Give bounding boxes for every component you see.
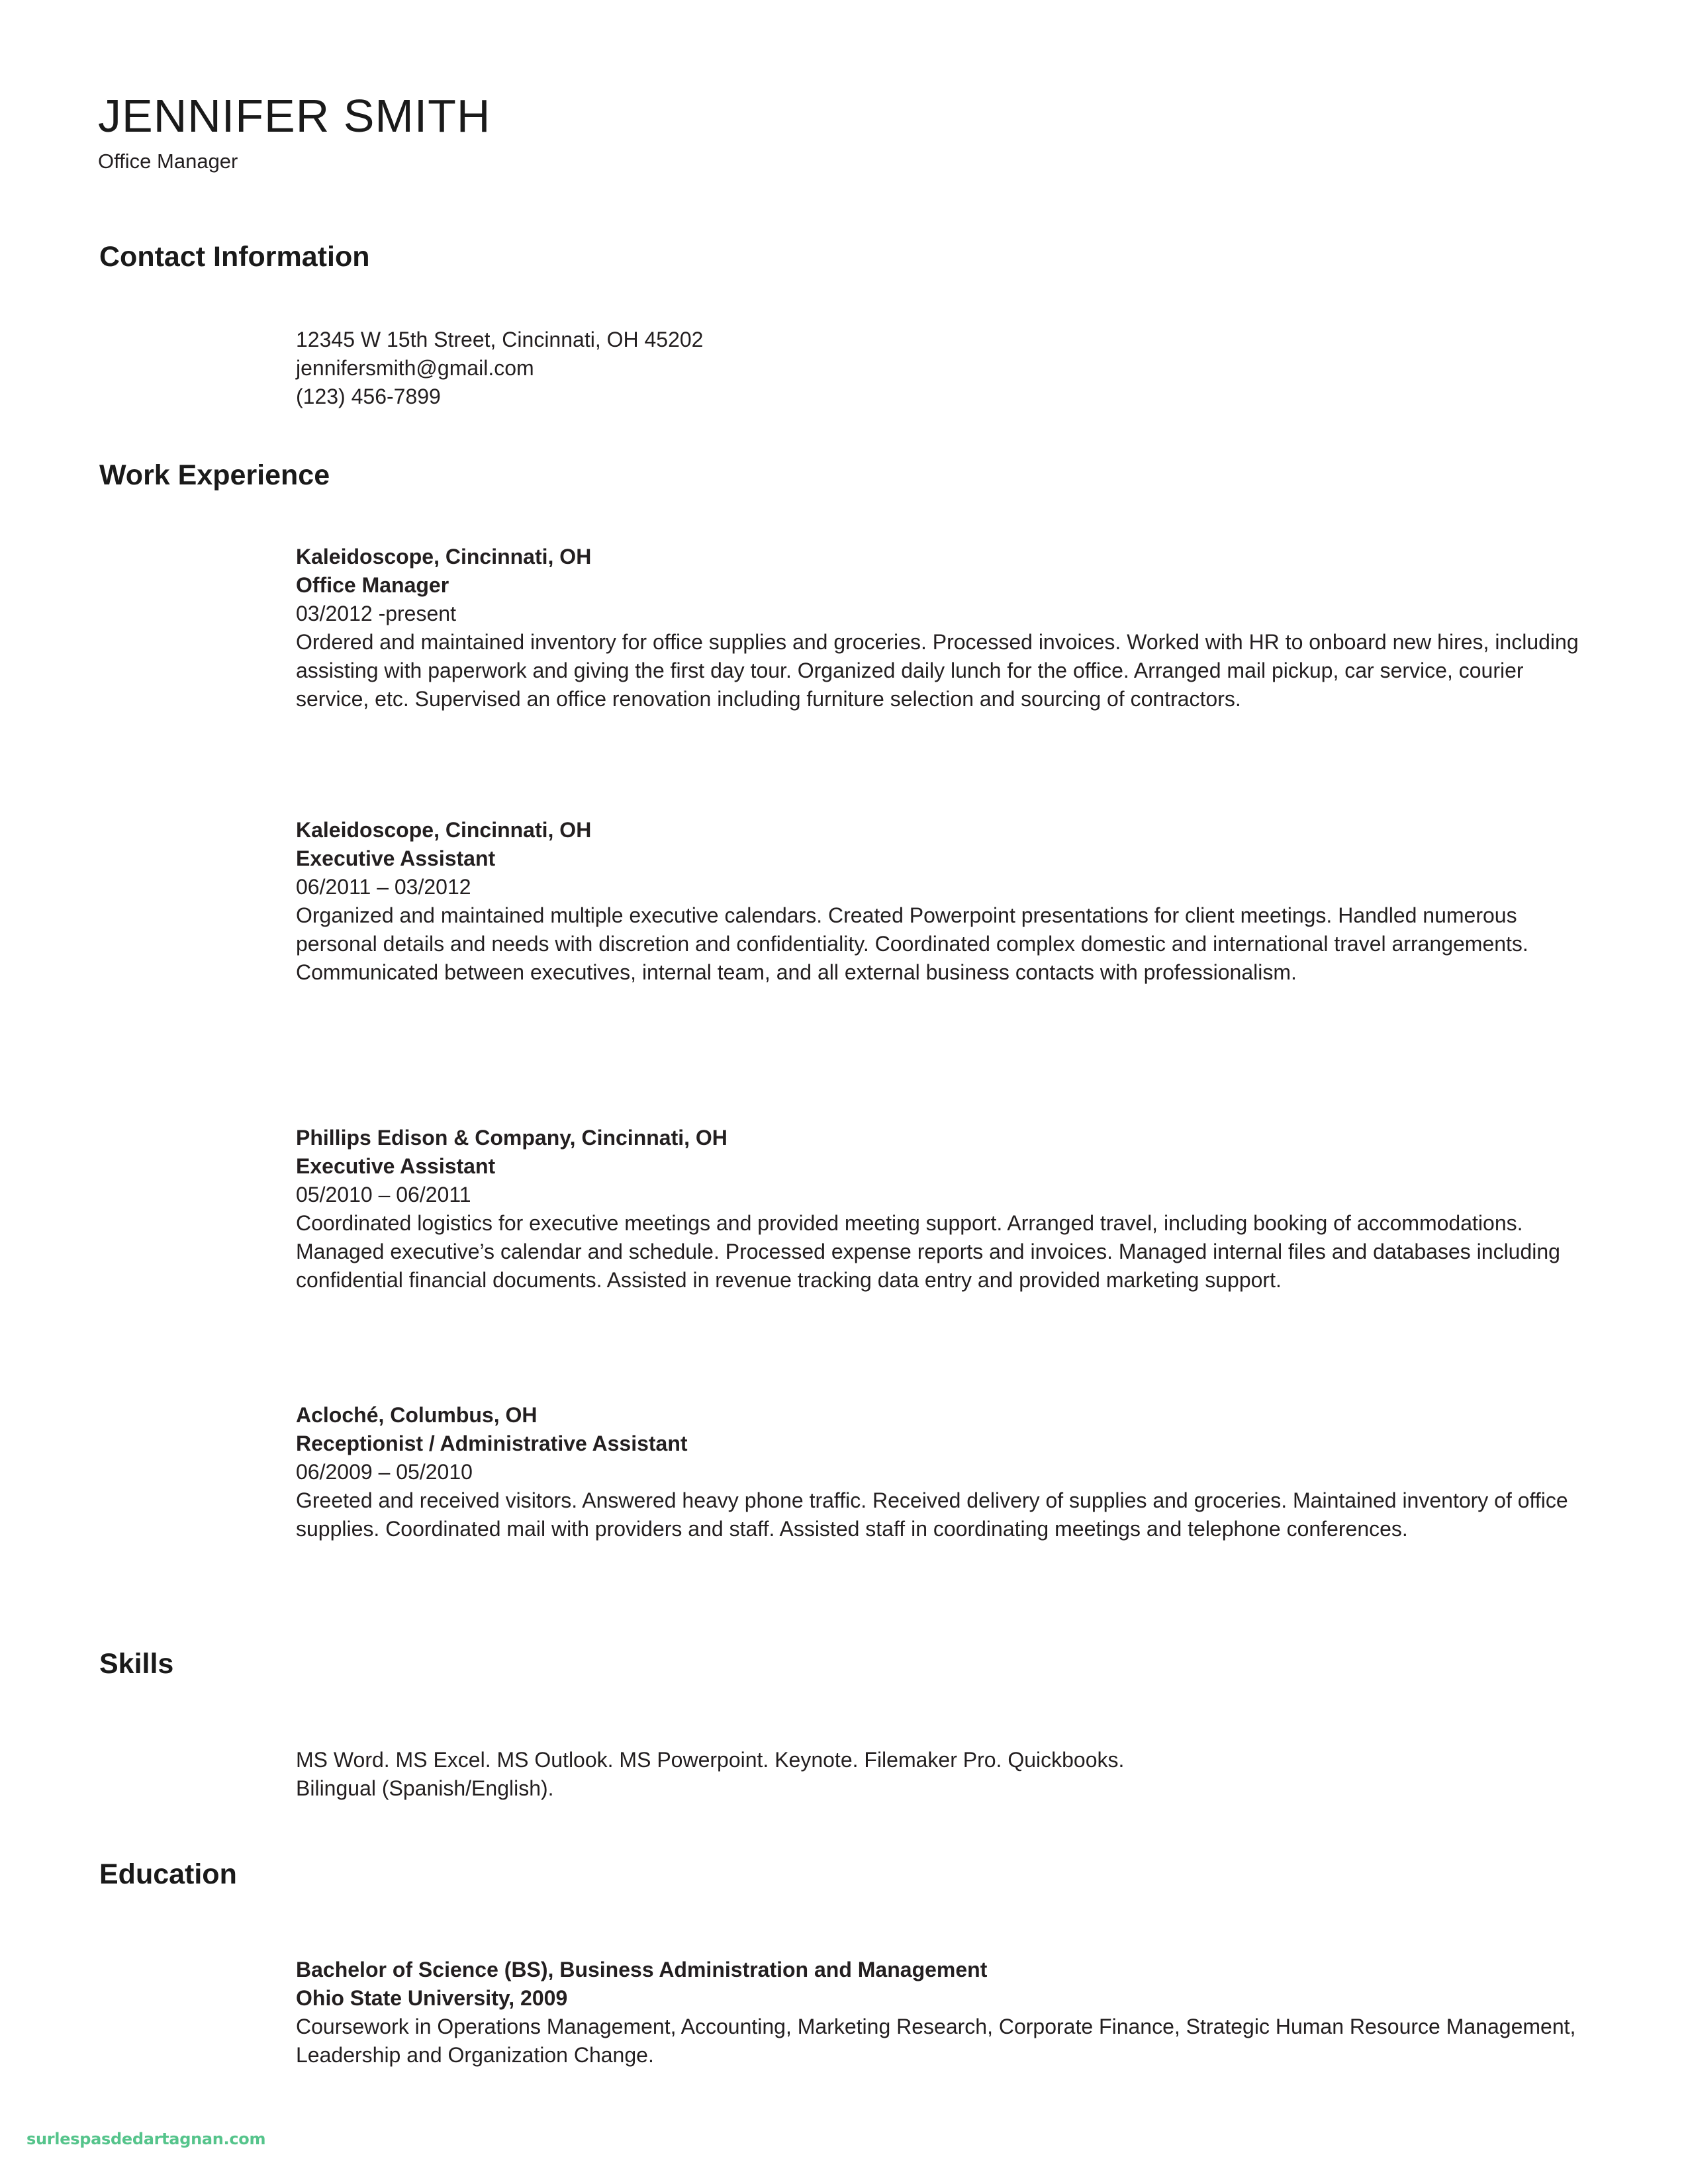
work-entry-description: Organized and maintained multiple executive calendars. Created Powerpoint presentations for client meetings. Handled numerous personal details and needs with discretion and confidentiality. Coordinated complex domestic and international travel arrangements. Communicated between executives, internal team, and all external business contacts with professionalism. [296,903,1528,984]
education-school: Ohio State University, 2009 [296,1986,568,2010]
section-heading-skills: Skills [99,1648,174,1680]
section-heading-contact-information: Contact Information [99,241,370,273]
candidate-job-title: Office Manager [98,150,238,173]
work-entry-description: Coordinated logistics for executive meetings and provided meeting support. Arranged travel, including booking of accommodations. Managed executive’s calendar and schedule. Processed expense reports and invoices. Managed internal files and databases including confidential financial documents. Assisted in revenue tracking data entry and provided marketing support. [296,1211,1560,1292]
contact-information-block [296,326,1580,411]
contact-address: 12345 W 15th Street, Cincinnati, OH 45202 [296,328,704,351]
source-watermark: surlespasdedartagnan.com [26,2130,266,2148]
contact-email: jennifersmith@gmail.com [296,356,534,380]
work-entry-3 [296,1124,1580,1295]
skills-line-1: MS Word. MS Excel. MS Outlook. MS Powerpoint. Keynote. Filemaker Pro. Quickbooks. [296,1748,1125,1772]
work-entry-4 [296,1401,1580,1543]
work-entry-2 [296,816,1580,987]
work-entry-dates: 06/2011 – 03/2012 [296,875,471,899]
work-entry-role: Receptionist / Administrative Assistant [296,1432,688,1455]
education-coursework: Coursework in Operations Management, Accounting, Marketing Research, Corporate Finance, Strategic Human Resource Management, Leadership and Organization Change. [296,2015,1576,2067]
skills-line-2: Bilingual (Spanish/English). [296,1776,554,1800]
work-entry-company: Kaleidoscope, Cincinnati, OH [296,545,592,569]
section-heading-work-experience: Work Experience [99,459,330,491]
work-entry-company: Phillips Edison & Company, Cincinnati, OH [296,1126,727,1150]
work-entry-company: Acloché, Columbus, OH [296,1403,538,1427]
contact-phone: (123) 456-7899 [296,385,441,408]
work-entry-dates: 05/2010 – 06/2011 [296,1183,471,1206]
work-entry-dates: 06/2009 – 05/2010 [296,1460,473,1484]
candidate-name: JENNIFER SMITH [98,90,491,142]
work-entry-role: Office Manager [296,573,449,597]
education-block [296,1956,1580,2070]
work-entry-description: Greeted and received visitors. Answered heavy phone traffic. Received delivery of supplies and groceries. Maintained inventory of office supplies. Coordinated mail with providers and staff. Assisted staff in coordinating meetings and telephone conferences. [296,1488,1568,1541]
resume-header [98,90,491,173]
work-entry-dates: 03/2012 -present [296,602,456,625]
work-entry-company: Kaleidoscope, Cincinnati, OH [296,818,592,842]
work-entry-description: Ordered and maintained inventory for office supplies and groceries. Processed invoices. Worked with HR to onboard new hires, including assisting with paperwork and giving the first day tour. Organized daily lunch for the office. Arranged mail pickup, car service, courier service, etc. Supervised an office renovation including furniture selection and sourcing of contractors. [296,630,1579,711]
work-entry-role: Executive Assistant [296,1154,496,1178]
work-entry-role: Executive Assistant [296,846,496,870]
education-degree: Bachelor of Science (BS), Business Administration and Management [296,1958,988,1981]
section-heading-education: Education [99,1858,237,1890]
work-entry-1 [296,543,1580,713]
skills-block [296,1746,1580,1803]
